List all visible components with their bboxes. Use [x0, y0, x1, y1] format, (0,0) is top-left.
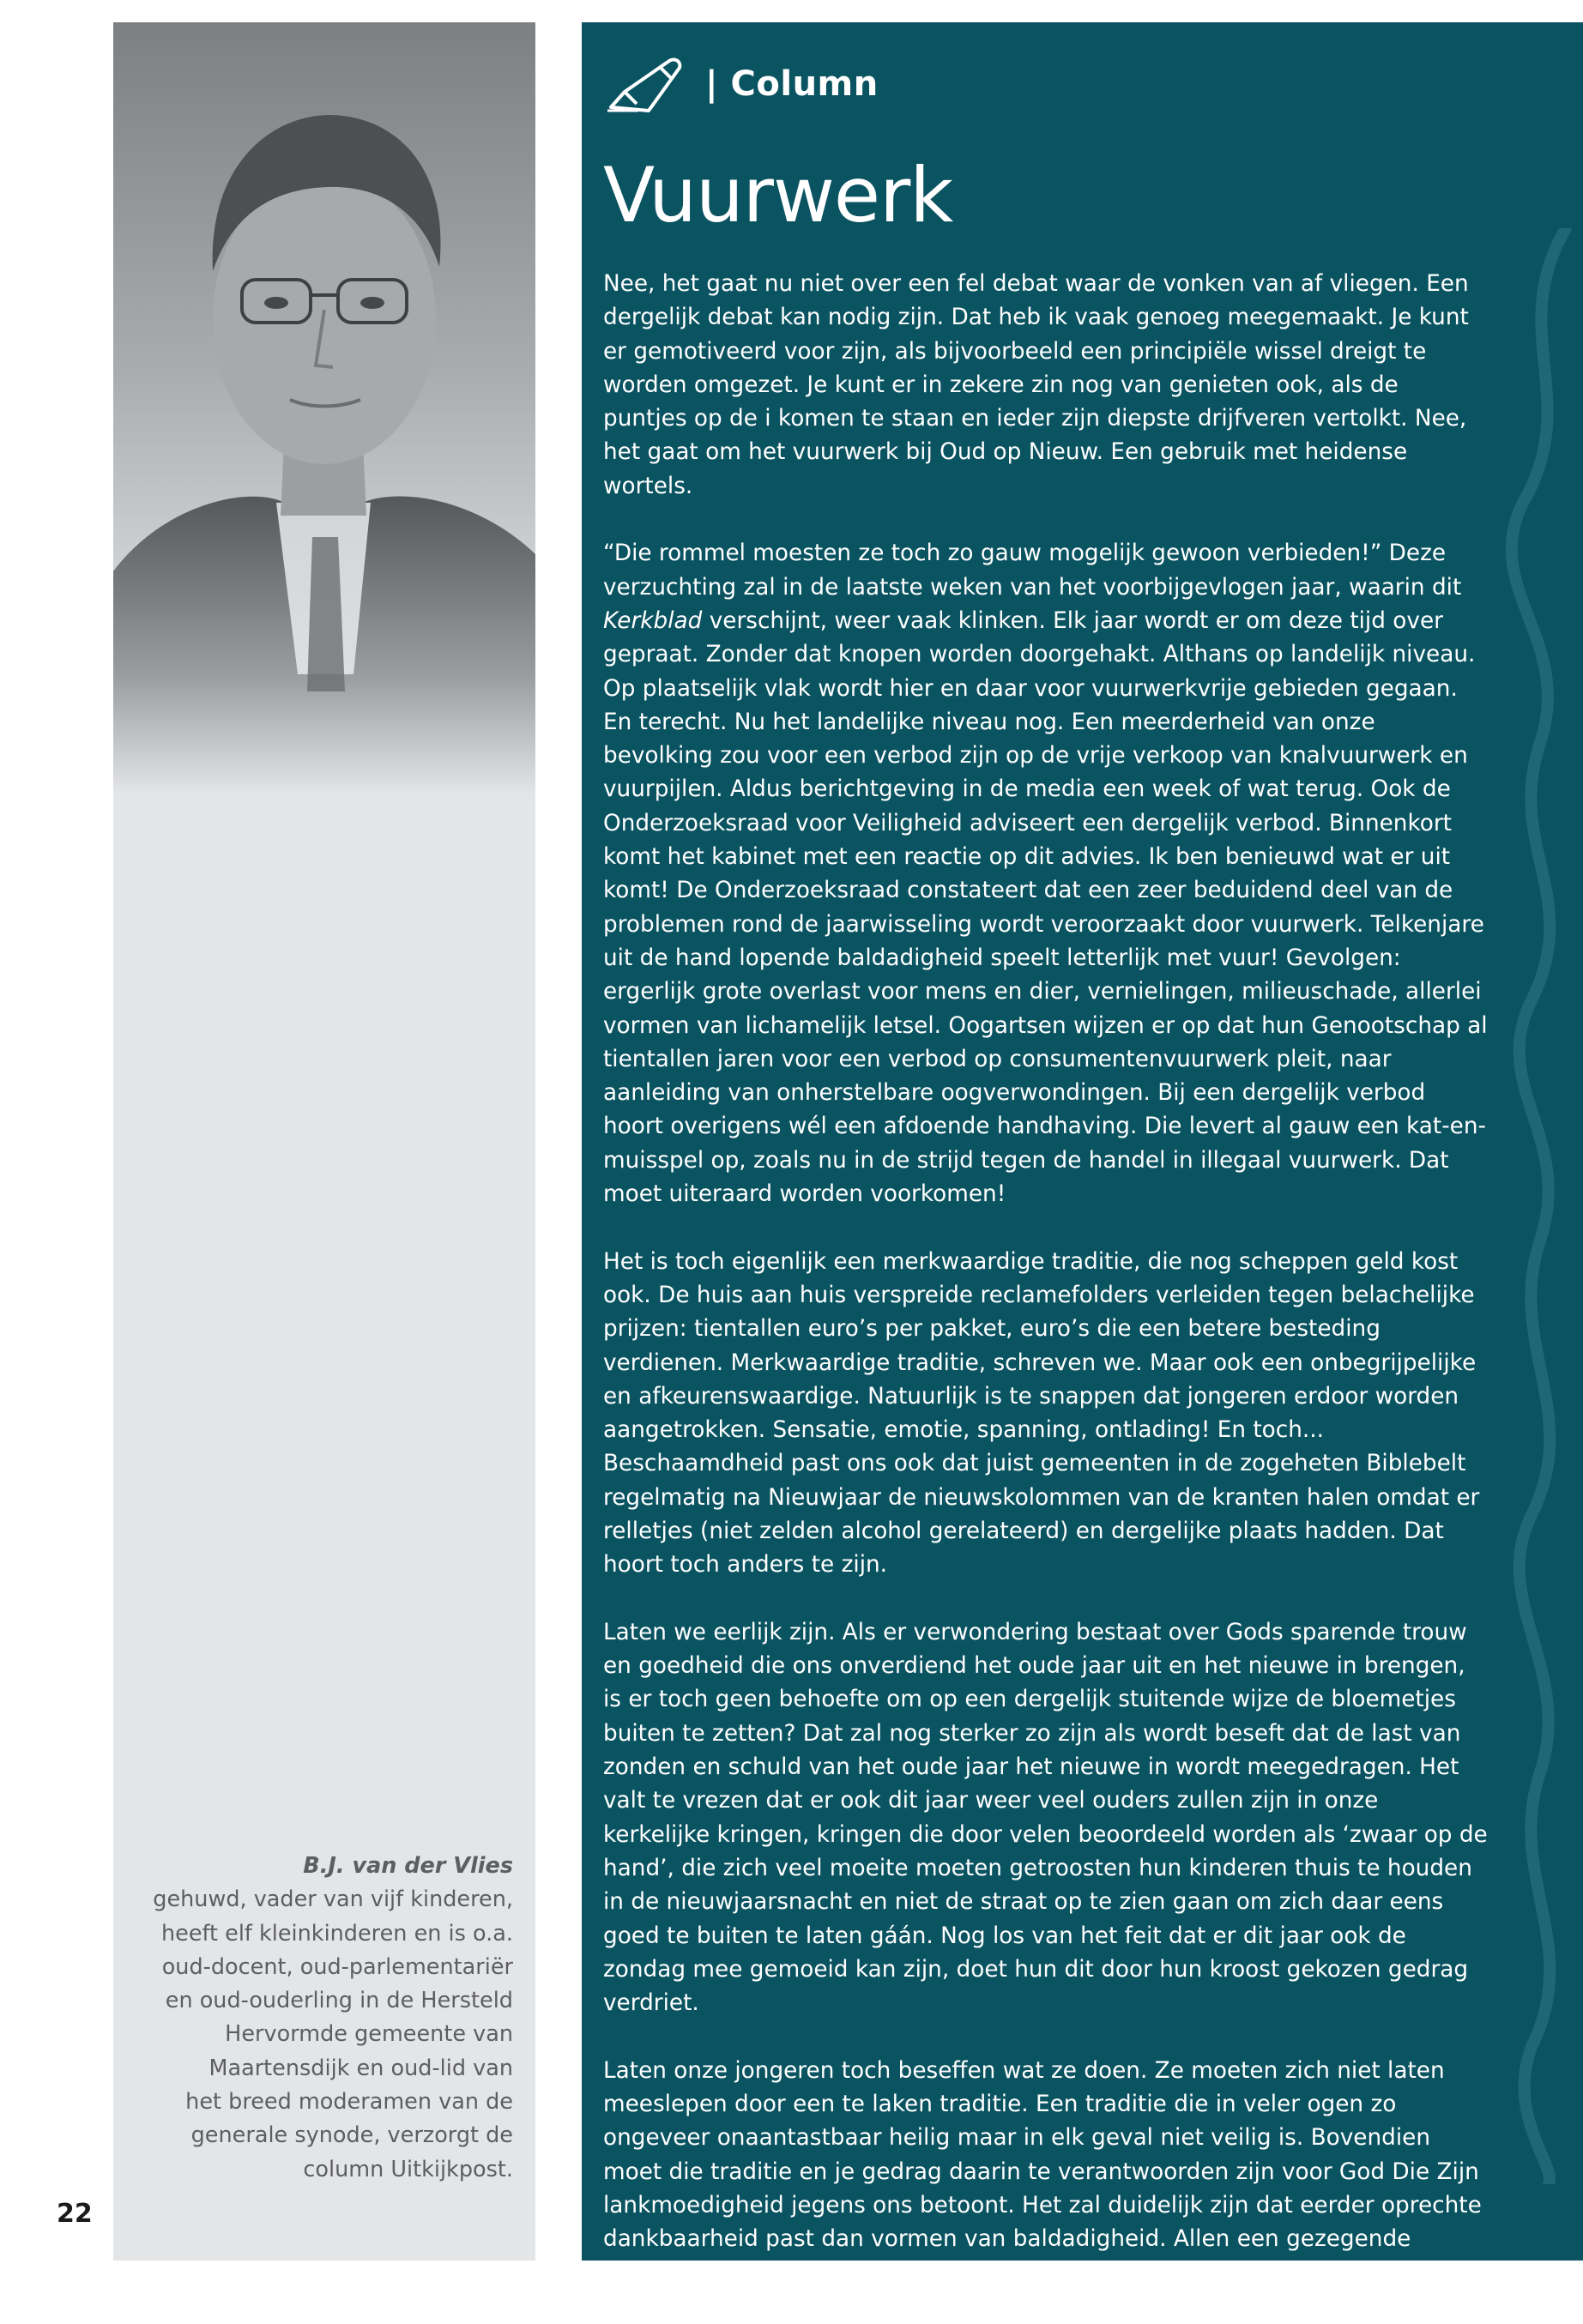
article-title: Vuurwerk [603, 151, 953, 239]
paragraph: Laten we eerlijk zijn. Als er verwondering bestaat over Gods sparende trouw en goedheid die ons onverdiend het oude jaar uit en het nieuwe in brengen, is er toch geen behoefte om op een dergelijk stuitende wijze de bloemetjes buiten te zetten? Dat zal nog sterker zo zijn als wordt beseft dat de last van zonden en schuld van het oude jaar het nieuwe in wordt meegedragen. Het valt te vrezen dat er ook dit jaar weer veel ouders zullen zijn in onze kerkelijke kringen, kringen die door velen beoordeeld worden als ‘zwaar op de hand’, die zich veel moeite moeten getroosten hun kinderen thuis te houden in de nieuwjaarsnacht en niet de straat op te zien gaan om zich daar eens goed te buiten te laten gáán. Nog los van het feit dat er dit jaar ook de zondag mee gemoeid kan zijn, doet hun dit door hun kroost gekozen gedrag verdriet. [603, 1619, 1488, 2017]
paragraph: “Die rommel moesten ze toch zo gauw mogelijk gewoon verbieden!” Deze verzuchting zal in de laatste weken van het voorbijgevlogen jaar, waarin dit Kerkblad verschijnt, weer vaak klinken. Elk jaar wordt er om deze tijd over gepraat. Zonder dat knopen worden doorgehakt. Althans op landelijk niveau. Op plaatselijk vlak wordt hier en daar voor vuurwerkvrije gebieden gegaan. En terecht. Nu het landelijke niveau nog. Een meerderheid van onze bevolking zou voor een verbod zijn op de vrije verkoop van knalvuurwerk en vuurpijlen. Aldus berichtgeving in de media een week of wat terug. Ook de Onderzoeksraad voor Veiligheid adviseert een dergelijk verbod. Binnenkort komt het kabinet met een reactie op dit advies. Ik ben benieuwd wat er uit komt! De Onderzoeksraad constateert dat een zeer beduidend deel van de problemen rond de jaarwisseling wordt veroorzaakt door vuurwerk. Telkenjare uit de hand lopende baldadigheid speelt letterlijk met vuur! Gevolgen: ergerlijk grote overlast voor mens en dier, vernielingen, milieuschade, allerlei vormen van lichamelijk letsel. Oogartsen wijzen er op dat hun Genootschap al tientallen jaren voor een verbod op consumentenvuurwerk pleit, naar aanleiding van onherstelbare oogverwondingen. Bij een dergelijk verbod hoort overigens wél een afdoende handhaving. Die levert al gauw een kat-en-muisspel op, zoals nu in de strijd tegen de handel in illegaal vuurwerk. Dat moet uiteraard worden voorkomen! [603, 540, 1488, 1208]
decorative-swash [1489, 228, 1583, 2184]
column-panel [582, 22, 1583, 2286]
bio-line: heeft elf kleinkinderen en is o.a. [160, 1920, 513, 1947]
author-name: B.J. van der Vlies [303, 1853, 513, 1879]
bio-line: oud-docent, oud-parlementariër [161, 1953, 513, 1980]
paragraph: Laten onze jongeren toch beseffen wat ze doen. Ze moeten zich niet laten meeslepen door een te laken traditie. Een traditie die in veler ogen zo ongeveer onaantastbaar heilig maar in elk geval niet veilig is. Bovendien moet die traditie en je gedrag daarin te verantwoorden zijn voor God Die Zijn lankmoedigheid jegens ons betoont. Het zal duidelijk zijn dat eerder oprechte dankbaarheid past dan vormen van baldadigheid. Allen een gezegende jaarwisseling toegewenst! [603, 2057, 1482, 2286]
section-label: | Column [705, 64, 879, 104]
paragraph: Nee, het gaat nu niet over een fel debat waar de vonken van af vliegen. Een dergelijk debat kan nodig zijn. Dat heb ik vaak genoeg meegemaakt. Je kunt er gemotiveerd voor zijn, als bijvoorbeeld een principiële wissel dreigt te worden omgezet. Je kunt er in zekere zin nog van genieten ook, als de puntjes op de i komen te staan en ieder zijn diepste drijfveren vertolkt. Nee, het gaat om het vuurwerk bij Oud op Nieuw. Een gebruik met heidense wortels. [603, 271, 1469, 499]
bio-line: en oud-ouderling in de Hersteld [165, 1988, 513, 2014]
pen-icon [604, 54, 690, 114]
author-sidebar [113, 22, 535, 2261]
bio-line: het breed moderamen van de [185, 2089, 513, 2116]
publication-name: Kerkblad [603, 607, 703, 634]
bio-line: gehuwd, vader van vijf kinderen, [153, 1886, 513, 1913]
article-body [603, 268, 1489, 2324]
bio-line: generale synode, verzorgt de [190, 2122, 513, 2149]
paragraph: Het is toch eigenlijk een merkwaardige traditie, die nog scheppen geld kost ook. De huis aan huis verspreide reclamefolders verleiden tegen belachelijke prijzen: tientallen euro’s per pakket, euro’s die een betere besteding verdienen. Merkwaardige traditie, schreven we. Maar ook een onbegrijpelijke en afkeurenswaardige. Natuurlijk is te snappen dat jongeren erdoor worden aangetrokken. Sensatie, emotie, spanning, ontlading! En toch... Beschaamdheid past ons ook dat juist gemeenten in de zogeheten Biblebelt regelmatig na Nieuwjaar de nieuwskolommen van de kranten halen omdat er relletjes (niet zelden alcohol gerelateerd) en dergelijke plaats hadden. Dat hoort toch anders te zijn. [603, 1248, 1480, 1579]
portrait-image [113, 22, 535, 794]
bio-line: Hervormde gemeente van [225, 2021, 513, 2048]
bio-line: column Uitkijkpost. [303, 2156, 513, 2182]
page-number: 22 [57, 2199, 93, 2229]
bio-line: Maartensdijk en oud-lid van [208, 2055, 513, 2081]
author-portrait [113, 22, 535, 794]
author-bio [136, 1850, 513, 2187]
column-header [604, 50, 879, 118]
